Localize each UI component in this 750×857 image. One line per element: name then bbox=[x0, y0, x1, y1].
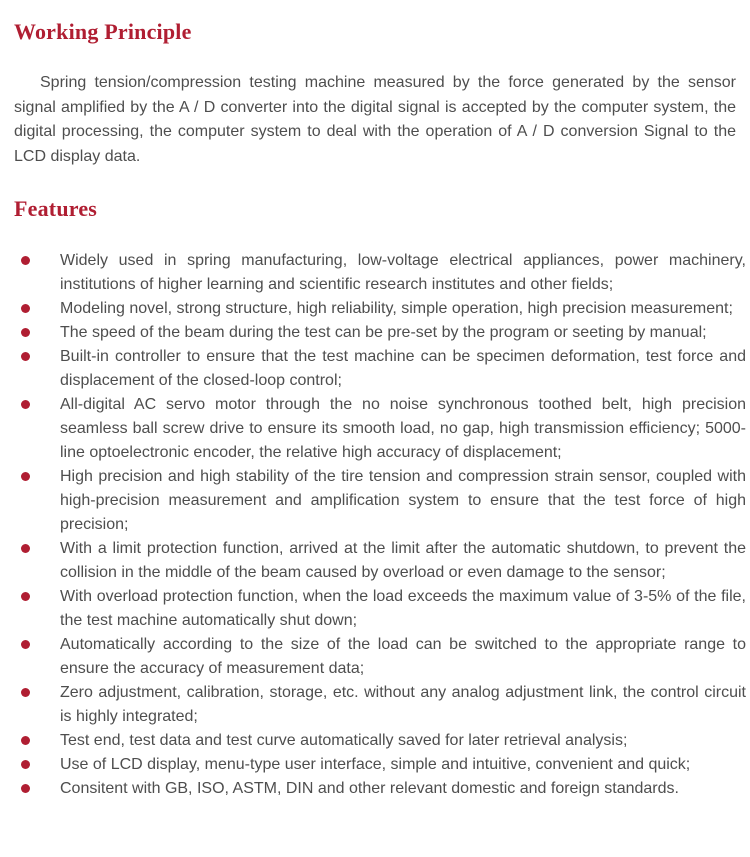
feature-item bbox=[0, 297, 746, 321]
working-principle-section bbox=[0, 18, 750, 169]
working-principle-paragraph: Spring tension/compression testing machine measured by the force generated by the sensor signal amplified by the A / D converter into the digital signal is accepted by the computer system, the digital processing, the computer system to deal with the operation of A / D conversion Signal to the LCD display data. bbox=[14, 74, 736, 165]
bullet-icon bbox=[21, 784, 30, 793]
feature-item bbox=[0, 465, 746, 537]
feature-item-text: All-digital AC servo motor through the no noise synchronous toothed belt, high precision seamless ball screw drive to ensure its smooth load, no gap, high transmission efficiency; 5000-line optoelectronic encoder, the relative high accuracy of displacement; bbox=[60, 396, 746, 461]
bullet-icon bbox=[21, 472, 30, 481]
feature-item bbox=[0, 345, 746, 393]
bullet-icon bbox=[21, 256, 30, 265]
feature-item bbox=[0, 729, 746, 753]
features-section bbox=[0, 195, 750, 829]
features-list bbox=[0, 249, 746, 829]
bullet-icon bbox=[21, 592, 30, 601]
bullet-icon bbox=[21, 304, 30, 313]
features-heading: Features bbox=[14, 196, 98, 221]
bullet-icon bbox=[21, 352, 30, 361]
feature-item-text: Consitent with GB, ISO, ASTM, DIN and other relevant domestic and foreign standards. bbox=[60, 780, 679, 797]
feature-item bbox=[0, 249, 746, 297]
feature-item-text: Use of LCD display, menu-type user interface, simple and intuitive, convenient and quick; bbox=[60, 756, 691, 773]
feature-item-text: High precision and high stability of the tire tension and compression strain sensor, coupled with high-precision measurement and amplification system to ensure that the test force of high precision; bbox=[60, 468, 746, 533]
working-principle-heading: Working Principle bbox=[14, 19, 192, 44]
feature-item-text: With a limit protection function, arrived at the limit after the automatic shutdown, to prevent the collision in the middle of the beam caused by overload or even damage to the sensor; bbox=[60, 540, 746, 581]
bullet-icon bbox=[21, 640, 30, 649]
bullet-icon bbox=[21, 544, 30, 553]
bullet-icon bbox=[21, 760, 30, 769]
feature-item bbox=[0, 681, 746, 729]
bullet-icon bbox=[21, 400, 30, 409]
bullet-icon bbox=[21, 736, 30, 745]
feature-item bbox=[0, 585, 746, 633]
bullet-icon bbox=[21, 688, 30, 697]
feature-item-text: Modeling novel, strong structure, high reliability, simple operation, high precision measurement; bbox=[60, 300, 733, 317]
bullet-icon bbox=[21, 328, 30, 337]
feature-item bbox=[0, 777, 746, 801]
feature-item-text: The speed of the beam during the test can be pre-set by the program or seeting by manual; bbox=[60, 324, 707, 341]
feature-item-text: Test end, test data and test curve automatically saved for later retrieval analysis; bbox=[60, 732, 628, 749]
feature-item bbox=[0, 537, 746, 585]
feature-item bbox=[0, 753, 746, 777]
feature-item-text: Zero adjustment, calibration, storage, etc. without any analog adjustment link, the control circuit is highly integrated; bbox=[60, 684, 746, 725]
feature-item bbox=[0, 393, 746, 465]
feature-item-text: Widely used in spring manufacturing, low-voltage electrical appliances, power machinery, institutions of higher learning and scientific research institutes and other fields; bbox=[60, 252, 746, 293]
feature-item-text: Built-in controller to ensure that the test machine can be specimen deformation, test force and displacement of the closed-loop control; bbox=[60, 348, 746, 389]
feature-item bbox=[0, 633, 746, 681]
feature-item bbox=[0, 321, 746, 345]
feature-item-text: With overload protection function, when the load exceeds the maximum value of 3-5% of the file, the test machine automatically shut down; bbox=[60, 588, 746, 629]
feature-item-text: Automatically according to the size of the load can be switched to the appropriate range to ensure the accuracy of measurement data; bbox=[60, 636, 746, 677]
